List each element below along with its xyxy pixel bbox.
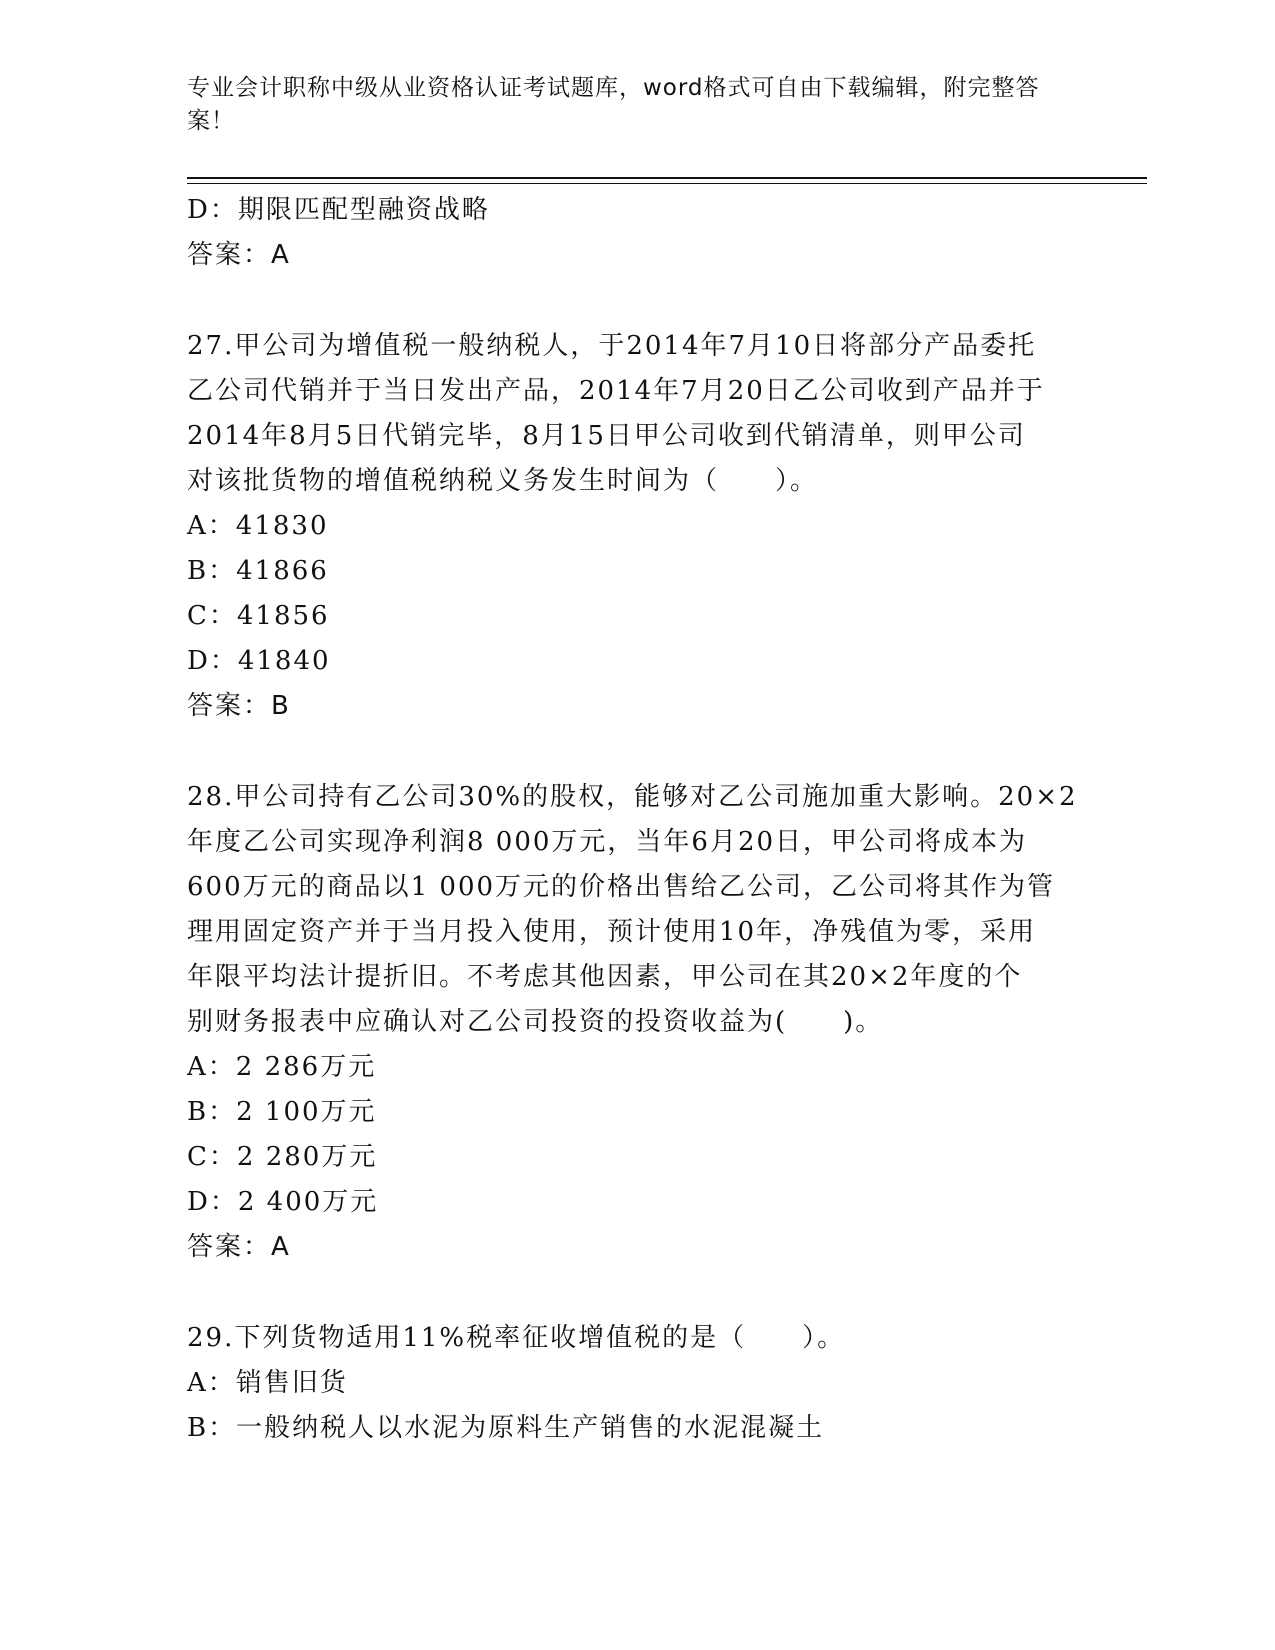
question-stem-line: 理用固定资产并于当月投入使用，预计使用10年，净残值为零，采用 <box>187 917 1037 947</box>
question-27 <box>187 324 1087 729</box>
option-a: A：2 286万元 <box>187 1052 377 1082</box>
answer: 答案：B <box>187 691 291 721</box>
document-body <box>187 188 1087 1451</box>
question-stem-line: 29.下列货物适用11%税率征收增值税的是（ ）。 <box>187 1323 846 1353</box>
answer: 答案：A <box>187 1232 291 1262</box>
question-stem-line: 乙公司代销并于当日发出产品，2014年7月20日乙公司收到产品并于 <box>187 376 1045 406</box>
header-line: 专业会计职称中级从业资格认证考试题库，word格式可自由下载编辑，附完整答 <box>187 75 1040 101</box>
question-stem-line: 年度乙公司实现净利润8 000万元，当年6月20日，甲公司将成本为 <box>187 827 1028 857</box>
header-divider-thin <box>187 183 1147 184</box>
question-stem-line: 年限平均法计提折旧。不考虑其他因素，甲公司在其20×2年度的个 <box>187 962 1023 992</box>
header-line: 案！ <box>187 108 235 134</box>
option-c: C：2 280万元 <box>187 1142 378 1172</box>
question-stem-line: 对该批货物的增值税纳税义务发生时间为（ ）。 <box>187 466 819 496</box>
option-a: A：销售旧货 <box>187 1368 348 1398</box>
question-28 <box>187 775 1087 1270</box>
question-29 <box>187 1316 1087 1451</box>
option-d: D：41840 <box>187 646 331 676</box>
option-d: D：2 400万元 <box>187 1187 379 1217</box>
option-a: A：41830 <box>187 511 329 541</box>
question-stem-line: 28.甲公司持有乙公司30%的股权，能够对乙公司施加重大影响。20×2 <box>187 782 1078 812</box>
question-stem-line: 600万元的商品以1 000万元的价格出售给乙公司，乙公司将其作为管 <box>187 872 1056 902</box>
question-stem-line: 别财务报表中应确认对乙公司投资的投资收益为( )。 <box>187 1007 884 1037</box>
question-stem-line: 27.甲公司为增值税一般纳税人，于2014年7月10日将部分产品委托 <box>187 331 1037 361</box>
question-stem-line: 2014年8月5日代销完毕，8月15日甲公司收到代销清单，则甲公司 <box>187 421 1026 451</box>
page-header <box>187 72 1067 138</box>
option-b: B：41866 <box>187 556 329 586</box>
option-d: D：期限匹配型融资战略 <box>187 195 490 225</box>
answer: 答案：A <box>187 240 291 270</box>
option-b: B：2 100万元 <box>187 1097 377 1127</box>
header-divider <box>187 177 1147 179</box>
option-b: B：一般纳税人以水泥为原料生产销售的水泥混凝土 <box>187 1413 825 1443</box>
option-c: C：41856 <box>187 601 330 631</box>
